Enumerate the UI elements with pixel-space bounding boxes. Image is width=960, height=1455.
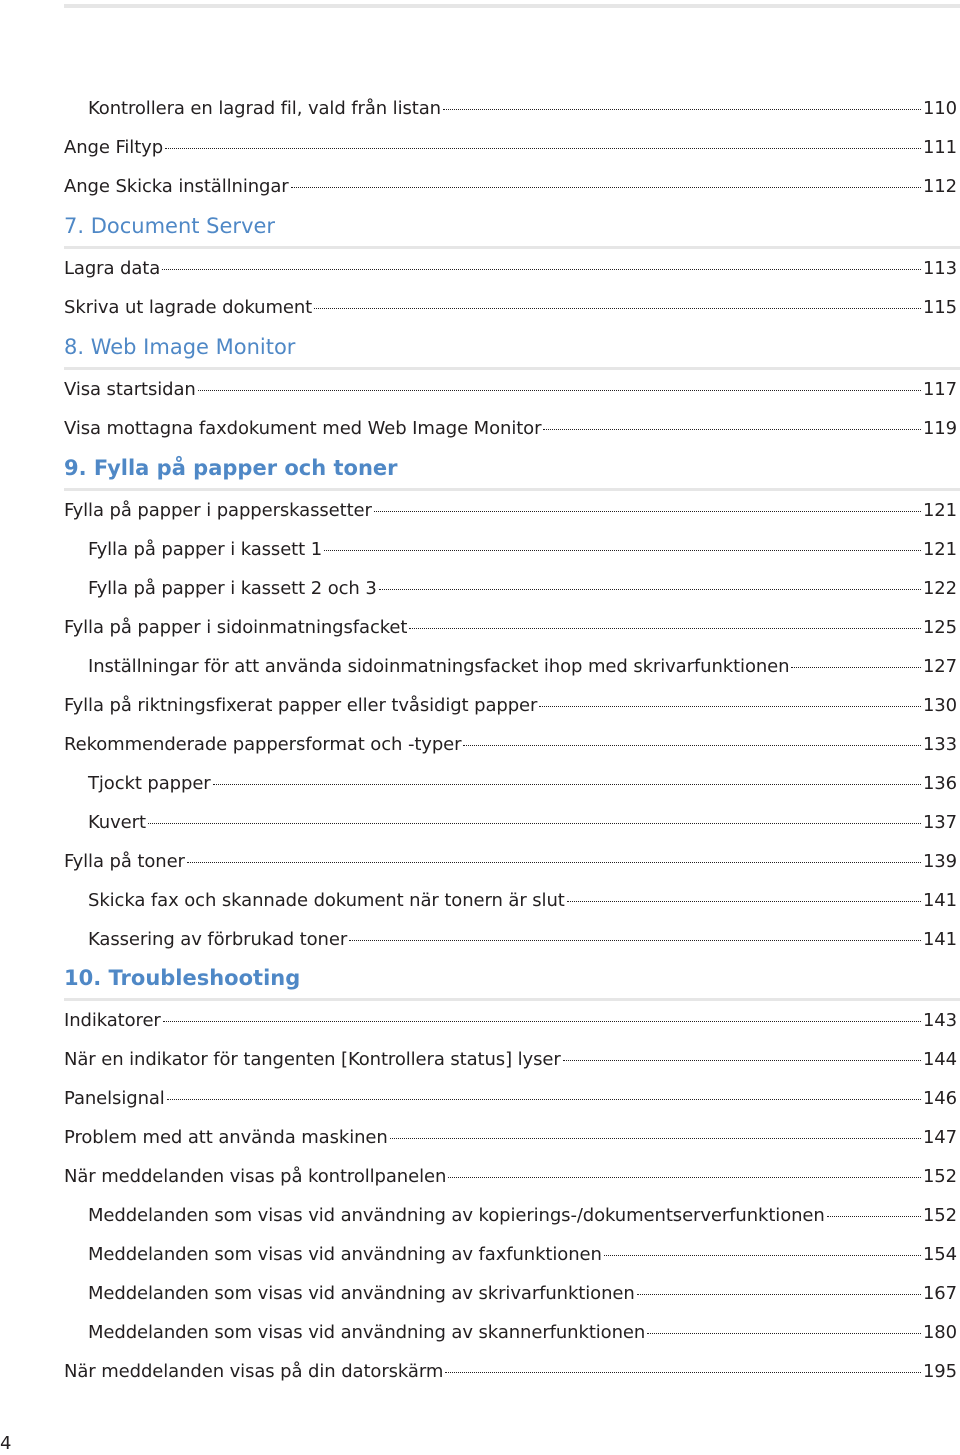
toc-entry-page: 112 xyxy=(922,176,957,197)
toc-leader-dots xyxy=(445,1372,921,1373)
toc-entry[interactable] xyxy=(64,498,957,524)
toc-leader-dots xyxy=(448,1177,921,1178)
toc-entry-title: Meddelanden som visas vid användning av faxfunktionen xyxy=(88,1244,602,1265)
toc-entry-title: Fylla på papper i kassett 2 och 3 xyxy=(88,578,377,599)
toc-entry-page: 180 xyxy=(922,1322,957,1343)
toc-entry[interactable] xyxy=(88,654,957,680)
toc-leader-dots xyxy=(187,862,921,863)
toc-entry-title: Fylla på papper i kassett 1 xyxy=(88,539,323,560)
toc-entry-title: Inställningar för att använda sidoinmatningsfacket ihop med skrivarfunktionen xyxy=(88,656,790,677)
toc-entry-title: När meddelanden visas på kontrollpanelen xyxy=(64,1166,447,1187)
chapter-rule xyxy=(64,367,960,370)
toc-leader-dots xyxy=(827,1216,921,1217)
toc-leader-dots xyxy=(314,308,921,309)
toc-leader-dots xyxy=(162,269,921,270)
toc-entry-page: 139 xyxy=(922,851,957,872)
toc-leader-dots xyxy=(374,511,921,512)
toc-entry-page: 119 xyxy=(922,418,957,439)
toc-entry[interactable] xyxy=(88,1320,957,1346)
toc-entry-page: 122 xyxy=(922,578,957,599)
toc-entry-title: Ange Skicka inställningar xyxy=(64,176,289,197)
toc-entry[interactable] xyxy=(88,576,957,602)
toc-leader-dots xyxy=(539,706,921,707)
toc-entry[interactable] xyxy=(88,96,957,122)
toc-entry[interactable] xyxy=(88,771,957,797)
toc-entry[interactable] xyxy=(64,1086,957,1112)
toc-entry-title: Visa mottagna faxdokument med Web Image Monitor xyxy=(64,418,542,439)
toc-entry-page: 154 xyxy=(922,1244,957,1265)
toc-entry-page: 111 xyxy=(922,137,957,158)
toc-entry[interactable] xyxy=(88,537,957,563)
toc-entry-title: Fylla på toner xyxy=(64,851,185,872)
toc-entry-title: Fylla på riktningsfixerat papper eller tvåsidigt papper xyxy=(64,695,538,716)
toc-leader-dots xyxy=(637,1294,921,1295)
toc-entry-page: 110 xyxy=(922,98,957,119)
toc-entry-title: Kuvert xyxy=(88,812,146,833)
toc-entry-page: 147 xyxy=(922,1127,957,1148)
toc-entry-title: När en indikator för tangenten [Kontrollera status] lyser xyxy=(64,1049,561,1070)
toc-leader-dots xyxy=(324,550,921,551)
toc-leader-dots xyxy=(148,823,921,824)
toc-entry[interactable] xyxy=(64,1047,957,1073)
toc-entry-page: 152 xyxy=(922,1205,957,1226)
toc-leader-dots xyxy=(409,628,921,629)
toc-entry-title: Indikatorer xyxy=(64,1010,161,1031)
toc-leader-dots xyxy=(165,148,921,149)
toc-entry-title: Ange Filtyp xyxy=(64,137,164,158)
toc-entry[interactable] xyxy=(64,1008,957,1034)
toc-leader-dots xyxy=(349,940,921,941)
toc-entry[interactable] xyxy=(64,416,957,442)
toc-leader-dots xyxy=(379,589,921,590)
chapter-rule xyxy=(64,246,960,249)
toc-entry[interactable] xyxy=(64,174,957,200)
toc-entry-title: Kontrollera en lagrad fil, vald från listan xyxy=(88,98,441,119)
toc-leader-dots xyxy=(167,1099,921,1100)
chapter-rule xyxy=(64,488,960,491)
toc-entry-page: 141 xyxy=(922,929,957,950)
toc-entry[interactable] xyxy=(64,849,957,875)
page-number: 4 xyxy=(0,1433,12,1454)
toc-entry-page: 137 xyxy=(922,812,957,833)
toc-leader-dots xyxy=(567,901,921,902)
toc-leader-dots xyxy=(543,429,921,430)
toc-entry[interactable] xyxy=(64,1359,957,1385)
toc-entry[interactable] xyxy=(88,888,957,914)
toc-entry-title: När meddelanden visas på din datorskärm xyxy=(64,1361,444,1382)
toc-entry-title: Meddelanden som visas vid användning av kopierings-/dokumentserverfunktionen xyxy=(88,1205,825,1226)
toc-entry-title: Problem med att använda maskinen xyxy=(64,1127,388,1148)
toc-entry-title: Skicka fax och skannade dokument när tonern är slut xyxy=(88,890,565,911)
toc-entry-page: 115 xyxy=(922,297,957,318)
toc-entry-page: 130 xyxy=(922,695,957,716)
top-rule xyxy=(64,4,960,8)
toc-entry[interactable] xyxy=(64,135,957,161)
toc-entry-title: Skriva ut lagrade dokument xyxy=(64,297,313,318)
toc-entry-title: Fylla på papper i sidoinmatningsfacket xyxy=(64,617,408,638)
chapter-heading: 7. Document Server xyxy=(64,214,276,238)
chapter-heading: 8. Web Image Monitor xyxy=(64,335,296,359)
toc-leader-dots xyxy=(198,390,921,391)
toc-entry[interactable] xyxy=(88,810,957,836)
toc-entry-page: 152 xyxy=(922,1166,957,1187)
toc-leader-dots xyxy=(604,1255,921,1256)
toc-entry-title: Meddelanden som visas vid användning av skannerfunktionen xyxy=(88,1322,646,1343)
toc-entry-page: 121 xyxy=(922,500,957,521)
toc-leader-dots xyxy=(647,1333,921,1334)
toc-entry-page: 117 xyxy=(922,379,957,400)
toc-entry-page: 121 xyxy=(922,539,957,560)
toc-leader-dots xyxy=(390,1138,921,1139)
chapter-heading: 10. Troubleshooting xyxy=(64,966,301,990)
toc-entry-page: 125 xyxy=(922,617,957,638)
toc-leader-dots xyxy=(791,667,920,668)
toc-entry[interactable] xyxy=(88,1281,957,1307)
toc-entry[interactable] xyxy=(64,256,957,282)
toc-leader-dots xyxy=(463,745,920,746)
toc-entry-page: 127 xyxy=(922,656,957,677)
toc-entry-title: Tjockt papper xyxy=(88,773,211,794)
toc-leader-dots xyxy=(563,1060,921,1061)
toc-entry[interactable] xyxy=(64,377,957,403)
toc-entry-page: 146 xyxy=(922,1088,957,1109)
toc-entry[interactable] xyxy=(88,1203,957,1229)
toc-entry-title: Panelsignal xyxy=(64,1088,165,1109)
toc-entry[interactable] xyxy=(64,1125,957,1151)
toc-entry[interactable] xyxy=(88,927,957,953)
toc-entry-title: Rekommenderade pappersformat och -typer xyxy=(64,734,462,755)
toc-leader-dots xyxy=(213,784,921,785)
chapter-rule xyxy=(64,998,960,1001)
toc-entry-title: Lagra data xyxy=(64,258,161,279)
toc-entry[interactable] xyxy=(64,615,957,641)
toc-entry[interactable] xyxy=(88,1242,957,1268)
toc-entry-page: 136 xyxy=(922,773,957,794)
toc-entry-page: 113 xyxy=(922,258,957,279)
toc-leader-dots xyxy=(291,187,921,188)
toc-entry[interactable] xyxy=(64,693,957,719)
toc-entry-page: 143 xyxy=(922,1010,957,1031)
toc-entry[interactable] xyxy=(64,732,957,758)
toc-leader-dots xyxy=(163,1021,921,1022)
toc-entry-title: Meddelanden som visas vid användning av skrivarfunktionen xyxy=(88,1283,635,1304)
toc-entry-page: 141 xyxy=(922,890,957,911)
chapter-heading: 9. Fylla på papper och toner xyxy=(64,456,398,480)
toc-entry[interactable] xyxy=(64,295,957,321)
toc-entry-title: Kassering av förbrukad toner xyxy=(88,929,348,950)
toc-entry-title: Fylla på papper i papperskassetter xyxy=(64,500,372,521)
toc-entry-page: 167 xyxy=(922,1283,957,1304)
toc-entry[interactable] xyxy=(64,1164,957,1190)
toc-entry-page: 133 xyxy=(922,734,957,755)
toc-entry-title: Visa startsidan xyxy=(64,379,196,400)
toc-entry-page: 195 xyxy=(922,1361,957,1382)
toc-entry-page: 144 xyxy=(922,1049,957,1070)
toc-leader-dots xyxy=(443,109,921,110)
